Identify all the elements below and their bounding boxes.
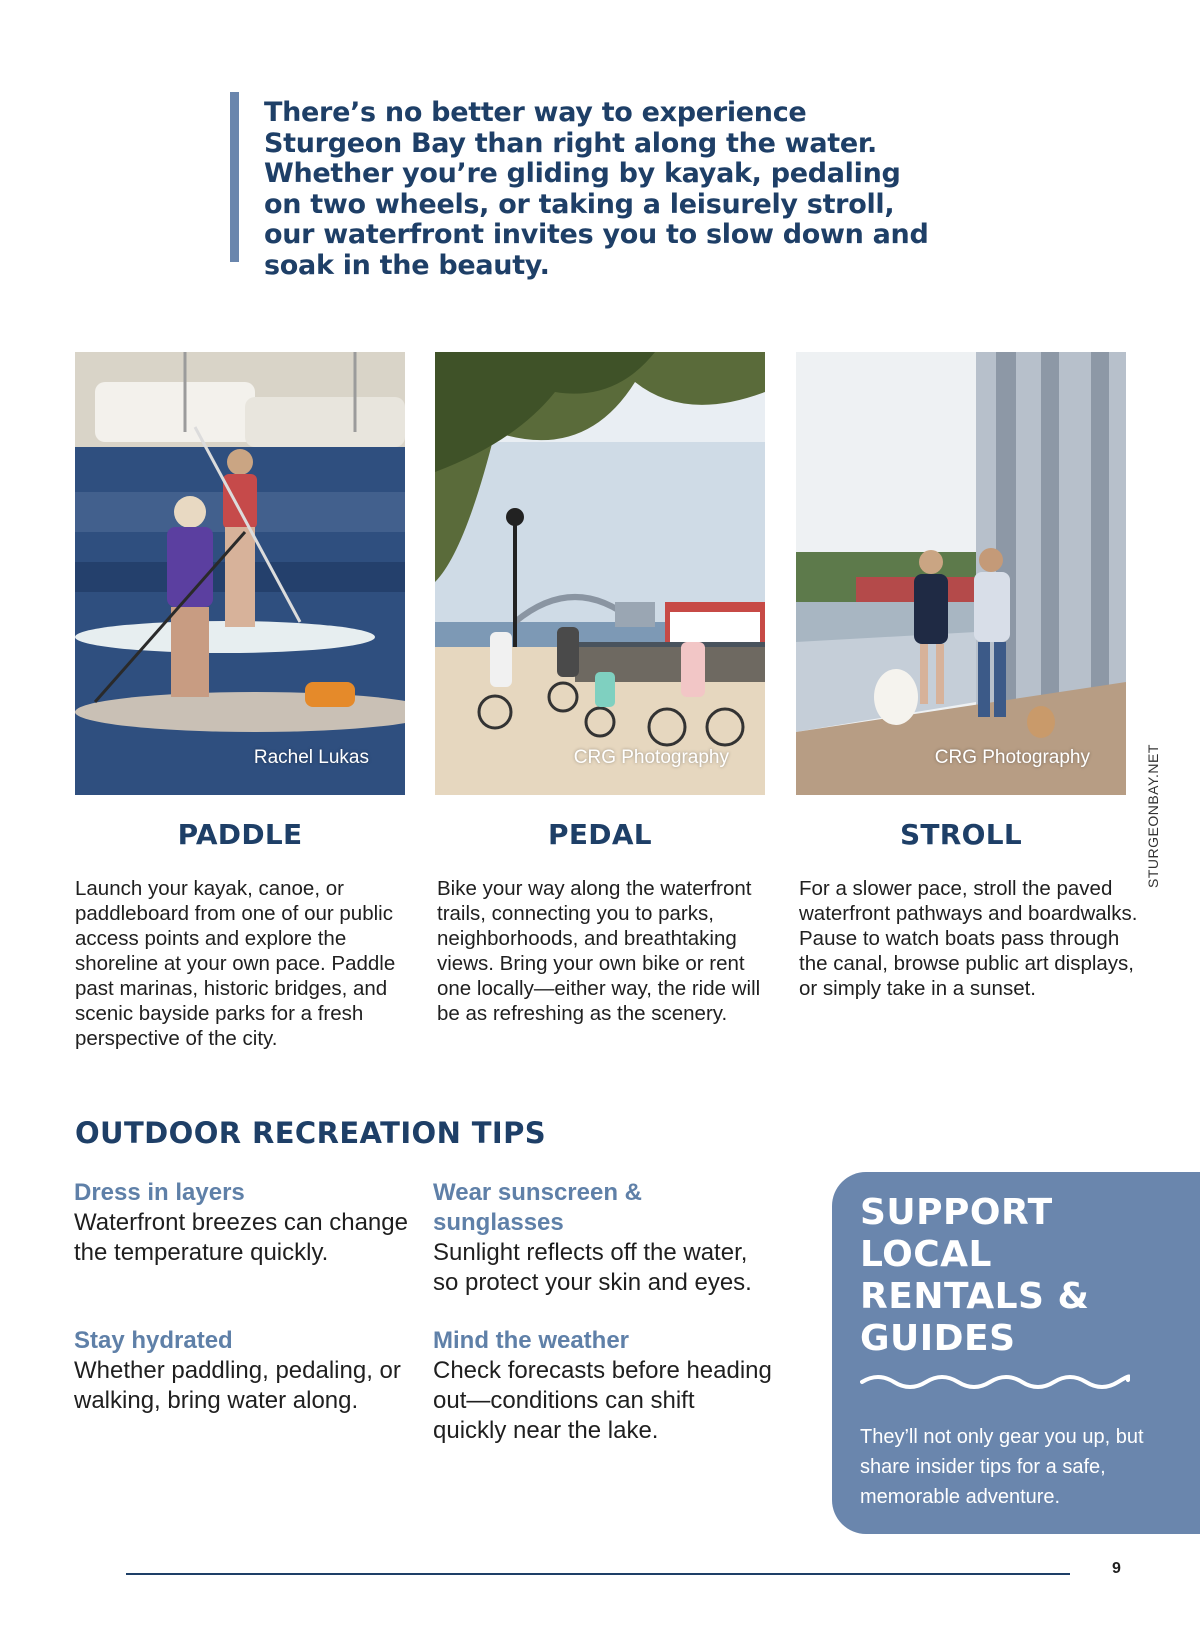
tip-title: Mind the weather bbox=[433, 1327, 630, 1354]
pedal-heading: PEDAL bbox=[548, 818, 652, 851]
page-number: 9 bbox=[1112, 1560, 1121, 1577]
tips-heading: OUTDOOR RECREATION TIPS bbox=[75, 1116, 547, 1150]
quote-accent-bar bbox=[230, 92, 239, 262]
wave-divider-icon bbox=[860, 1370, 1130, 1394]
tip-weather bbox=[433, 1326, 773, 1446]
tip-sunscreen bbox=[433, 1178, 773, 1298]
tip-body: Check forecasts before heading out—conditions can shift quickly near the lake. bbox=[433, 1357, 772, 1444]
stroll-photo bbox=[796, 352, 1126, 795]
pedal-photo bbox=[435, 352, 765, 795]
footer-rule bbox=[126, 1573, 1070, 1575]
tip-body: Whether paddling, pedaling, or walking, bring water along. bbox=[74, 1357, 401, 1414]
photo-credit: CRG Photography bbox=[934, 747, 1090, 768]
stroll-heading: STROLL bbox=[899, 818, 1023, 851]
website-label: STURGEONBAY.NET bbox=[1145, 744, 1161, 888]
support-callout bbox=[832, 1172, 1200, 1534]
tip-title: Stay hydrated bbox=[74, 1327, 233, 1354]
tip-title: Wear sunscreen & sunglasses bbox=[433, 1179, 642, 1236]
intro-quote: There’s no better way to experience Sturgeon Bay than right along the water. Whether you’re gliding by kayak, pedaling on two wheels, or taking a leisurely stroll, our waterfront invites you to slow down and soak in the beauty. bbox=[264, 97, 929, 281]
tip-body: Waterfront breezes can change the temperature quickly. bbox=[74, 1209, 408, 1266]
tip-dress-layers bbox=[74, 1178, 414, 1268]
support-title: SUPPORT LOCAL RENTALS & GUIDES bbox=[860, 1192, 1090, 1359]
paddle-description: Launch your kayak, canoe, or paddleboard from one of our public access points and explore the shoreline at your own pace. Paddle past marinas, historic bridges, and scenic bayside parks for a fresh perspective of the city. bbox=[75, 877, 396, 1050]
tip-title: Dress in layers bbox=[74, 1179, 245, 1206]
tip-hydrated bbox=[74, 1326, 414, 1416]
paddle-heading: PADDLE bbox=[177, 818, 303, 851]
support-body: They’ll not only gear you up, but share insider tips for a safe, memorable adventure. bbox=[860, 1426, 1144, 1508]
stroll-description: For a slower pace, stroll the paved waterfront pathways and boardwalks. Pause to watch boats pass through the canal, browse public art displays, or simply take in a sunset. bbox=[799, 877, 1138, 1000]
pedal-description: Bike your way along the waterfront trails, connecting you to parks, neighborhoods, and breathtaking views. Bring your own bike or rent one locally—either way, the ride will be as refreshing as the scenery. bbox=[437, 877, 761, 1025]
photo-credit: CRG Photography bbox=[573, 747, 729, 768]
paddle-photo bbox=[75, 352, 405, 795]
photo-credit: Rachel Lukas bbox=[253, 747, 369, 768]
tip-body: Sunlight reflects off the water, so protect your skin and eyes. bbox=[433, 1239, 752, 1296]
